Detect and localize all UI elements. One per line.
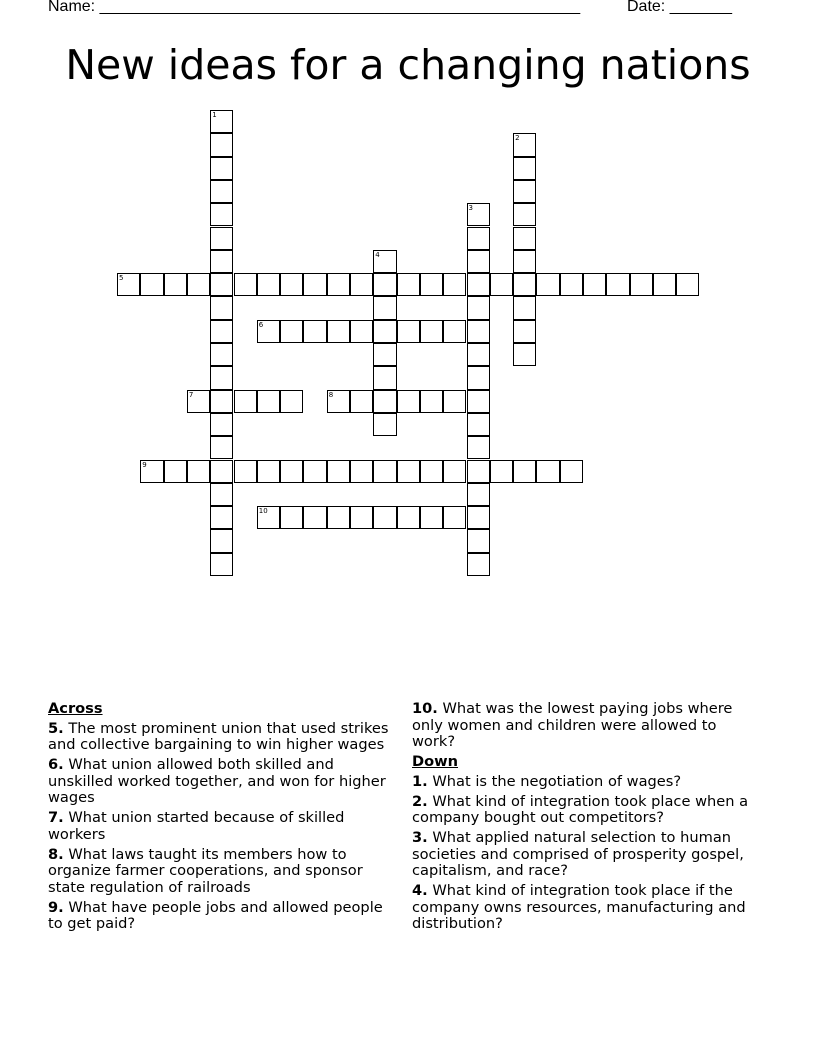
clues-right-column [412,701,762,936]
grid-cell[interactable] [630,273,653,296]
grid-cell[interactable] [583,273,606,296]
grid-cell[interactable] [234,390,257,413]
clue-item-number: 3. [412,829,428,846]
clue-item-number: 8. [48,845,64,863]
grid-cell[interactable] [210,227,233,250]
grid-cell[interactable] [234,273,257,296]
grid-cell[interactable] [443,273,466,296]
grid-cell[interactable] [490,273,513,296]
grid-cell[interactable] [443,460,466,483]
clue-item [412,774,762,791]
grid-cell[interactable] [373,296,396,319]
grid-cell[interactable] [210,436,233,459]
grid-cell[interactable] [257,390,280,413]
clue-item [48,721,398,754]
grid-cell[interactable] [210,320,233,343]
clue-item [412,794,762,827]
grid-cell[interactable] [560,460,583,483]
page-title: New ideas for a changing nations [65,41,751,89]
date-field[interactable]: Date: _______ [627,0,732,15]
grid-cell[interactable] [210,296,233,319]
clue-item-number: 5. [48,719,64,737]
grid-cell[interactable] [467,436,490,459]
grid-cell[interactable] [513,343,536,366]
grid-cell[interactable] [210,366,233,389]
grid-cell[interactable] [373,273,396,296]
grid-cell[interactable] [210,110,233,133]
grid-cell[interactable] [280,273,303,296]
grid-cell[interactable] [513,296,536,319]
clue-item-number: 6. [48,756,64,773]
grid-cell[interactable] [420,390,443,413]
clue-item [48,900,398,933]
grid-cell[interactable] [467,506,490,529]
clue-item-number: 9. [48,898,64,916]
grid-cell[interactable] [164,273,187,296]
across-clue-list [48,721,398,933]
grid-cell[interactable] [467,529,490,552]
grid-cell[interactable] [140,460,163,483]
grid-cell[interactable] [140,273,163,296]
grid-cell[interactable] [350,460,373,483]
clue-item-number: 7. [48,809,64,826]
grid-cell[interactable] [373,460,396,483]
grid-cell[interactable] [513,320,536,343]
clue-item-text: What laws taught its members how to organize farmer cooperations, and sponsor state regulation of railroads [48,845,363,896]
clue-number: 9 [142,460,147,469]
clue-number: 2 [515,134,520,143]
grid-cell[interactable] [443,320,466,343]
name-field[interactable]: Name: ______________________________________________________ [48,0,581,15]
grid-cell[interactable] [676,273,699,296]
clue-item [412,883,762,933]
grid-cell[interactable] [606,273,629,296]
clue-number: 6 [258,320,264,329]
grid-cell[interactable] [467,390,490,413]
grid-cell[interactable] [467,483,490,506]
grid-cell[interactable] [303,460,326,483]
grid-cell[interactable] [280,506,303,529]
clue-item-text: What union started because of skilled workers [48,809,345,843]
grid-cell[interactable] [467,320,490,343]
grid-cell[interactable] [280,390,303,413]
grid-cell[interactable] [210,343,233,366]
grid-cell[interactable] [420,506,443,529]
grid-cell[interactable] [420,460,443,483]
grid-cell[interactable] [327,390,350,413]
grid-cell[interactable] [420,320,443,343]
grid-cell[interactable] [280,460,303,483]
grid-cell[interactable] [210,413,233,436]
grid-cell[interactable] [467,553,490,576]
grid-cell[interactable] [257,320,280,343]
grid-cell[interactable] [210,203,233,226]
clue-item-text: What was the lowest paying jobs where only women and children were allowed to work? [412,700,733,750]
grid-cell[interactable] [303,273,326,296]
grid-cell[interactable] [327,460,350,483]
clues-left-column [48,701,398,936]
grid-cell[interactable] [467,366,490,389]
grid-cell[interactable] [210,180,233,203]
clue-item-text: What is the negotiation of wages? [427,772,682,790]
clue-item [48,847,398,897]
down-clue-list [412,774,762,933]
grid-cell[interactable] [373,343,396,366]
clue-item-text: What kind of integration took place if the company owns resources, manufacturing and distribution? [412,882,746,932]
grid-cell[interactable] [513,250,536,273]
grid-cell[interactable] [303,320,326,343]
grid-cell[interactable] [397,506,420,529]
grid-cell[interactable] [373,366,396,389]
clue-number: 3 [468,204,473,213]
clue-item-number: 4. [412,882,428,899]
grid-cell[interactable] [373,413,396,436]
across-clue-list-continued [412,701,762,751]
grid-cell[interactable] [187,460,210,483]
clue-number: 8 [328,390,334,399]
grid-cell[interactable] [350,273,373,296]
grid-cell[interactable] [210,133,233,156]
grid-cell[interactable] [373,320,396,343]
grid-cell[interactable] [420,273,443,296]
grid-cell[interactable] [467,227,490,250]
grid-cell[interactable] [257,273,280,296]
grid-cell[interactable] [350,506,373,529]
grid-cell[interactable] [513,203,536,226]
grid-cell[interactable] [467,460,490,483]
grid-cell[interactable] [513,157,536,180]
clue-item-text: What kind of integration took place when a company bought out competitors? [412,792,749,826]
clue-number: 7 [188,390,194,399]
down-heading: Down [412,753,459,770]
grid-cell[interactable] [210,529,233,552]
grid-cell[interactable] [513,180,536,203]
grid-cell[interactable] [513,273,536,296]
grid-cell[interactable] [397,460,420,483]
clue-item [48,757,398,807]
clue-item-number: 1. [412,772,428,790]
grid-cell[interactable] [210,506,233,529]
grid-cell[interactable] [397,273,420,296]
grid-cell[interactable] [536,460,559,483]
grid-cell[interactable] [397,390,420,413]
grid-cell[interactable] [350,390,373,413]
grid-cell[interactable] [467,203,490,226]
grid-cell[interactable] [350,320,373,343]
grid-cell[interactable] [373,250,396,273]
grid-cell[interactable] [373,390,396,413]
grid-cell[interactable] [187,390,210,413]
grid-cell[interactable] [187,273,210,296]
grid-cell[interactable] [373,506,396,529]
grid-cell[interactable] [443,506,466,529]
across-heading: Across [48,700,103,717]
grid-cell[interactable] [560,273,583,296]
grid-cell[interactable] [210,273,233,296]
grid-cell[interactable] [467,413,490,436]
grid-cell[interactable] [303,506,326,529]
grid-cell[interactable] [397,320,420,343]
grid-cell[interactable] [467,250,490,273]
grid-cell[interactable] [327,273,350,296]
grid-cell[interactable] [513,133,536,156]
clue-item-text: What union allowed both skilled and unskilled worked together, and won for higher wages [48,756,386,806]
clue-item-number: 2. [412,792,428,810]
grid-cell[interactable] [210,390,233,413]
grid-cell[interactable] [443,390,466,413]
clue-number: 5 [119,274,124,283]
clue-number: 1 [212,111,217,119]
grid-cell[interactable] [467,296,490,319]
grid-cell[interactable] [490,460,513,483]
grid-cell[interactable] [210,157,233,180]
grid-cell[interactable] [117,273,140,296]
clue-item-text: What have people jobs and allowed people to get paid? [48,898,383,932]
clue-item [48,810,398,843]
grid-cell[interactable] [653,273,676,296]
grid-cell[interactable] [210,483,233,506]
grid-cell[interactable] [467,273,490,296]
grid-cell[interactable] [257,460,280,483]
clue-item-number: 10. [412,700,438,717]
grid-cell[interactable] [234,460,257,483]
grid-cell[interactable] [467,343,490,366]
grid-cell[interactable] [513,227,536,250]
clue-item [412,830,762,880]
clue-item [412,701,762,751]
clue-number: 10 [258,507,268,516]
grid-cell[interactable] [210,250,233,273]
clue-item-text: What applied natural selection to human societies and comprised of prosperity gospel, capitalism, and race? [412,829,744,879]
clue-item-text: The most prominent union that used strikes and collective bargaining to win higher wages [48,719,389,753]
grid-cell[interactable] [327,320,350,343]
grid-cell[interactable] [280,320,303,343]
grid-cell[interactable] [536,273,559,296]
grid-cell[interactable] [210,460,233,483]
grid-cell[interactable] [164,460,187,483]
grid-cell[interactable] [257,506,280,529]
grid-cell[interactable] [513,460,536,483]
grid-cell[interactable] [210,553,233,576]
clue-number: 4 [375,250,380,259]
grid-cell[interactable] [327,506,350,529]
